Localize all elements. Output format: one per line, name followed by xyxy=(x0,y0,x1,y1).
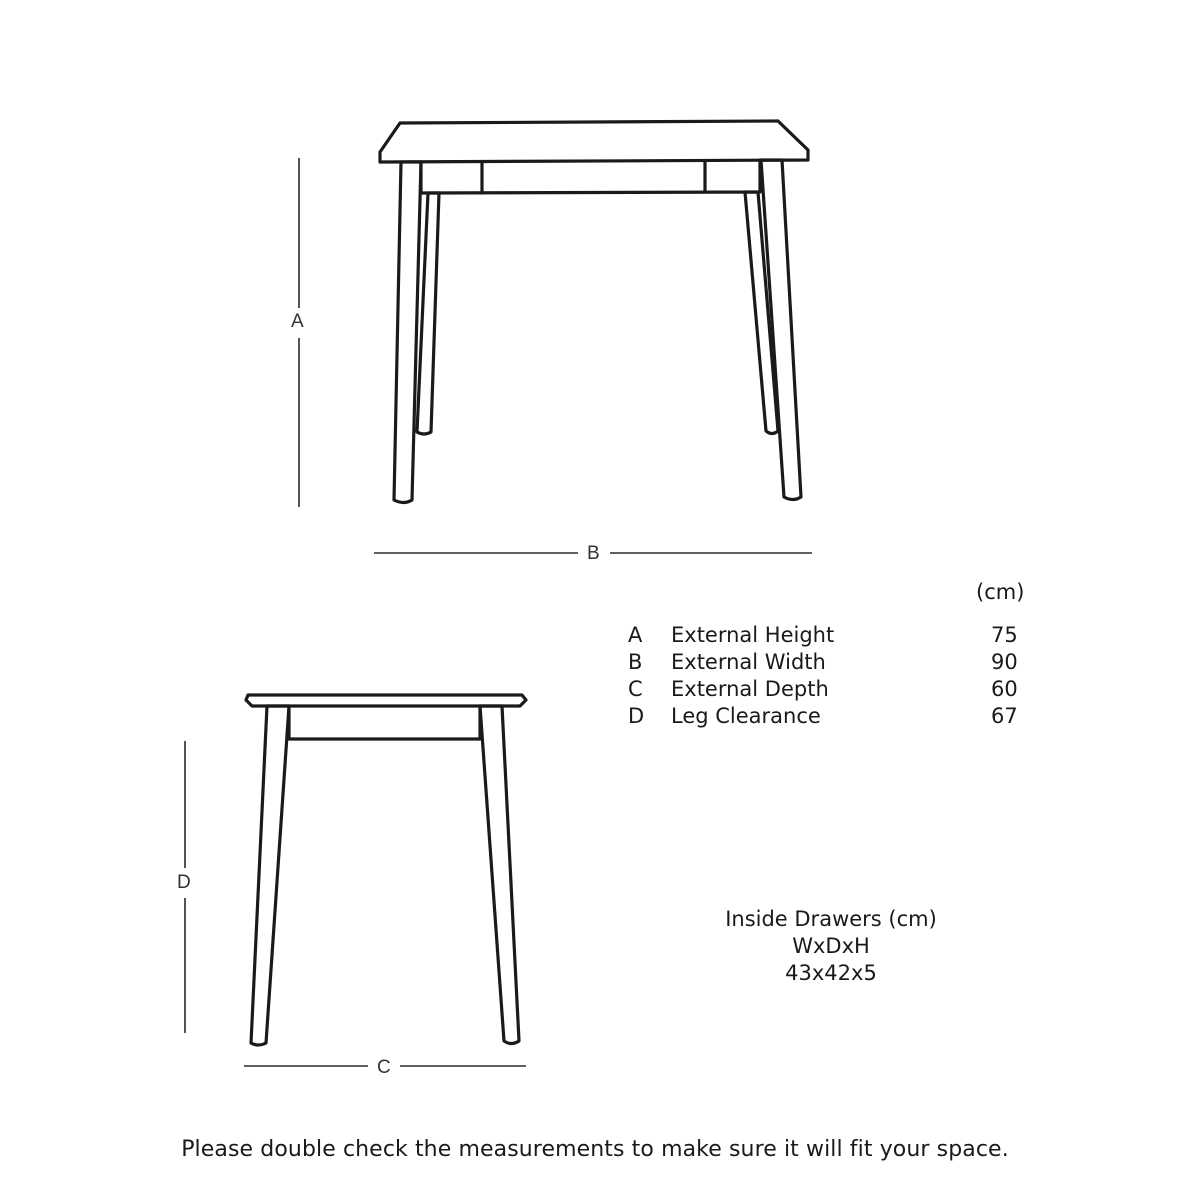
front-left-leg xyxy=(394,162,421,503)
table-front-view xyxy=(380,121,808,503)
measurement-table xyxy=(628,622,1051,730)
side-left-leg xyxy=(251,706,289,1045)
measurement-row xyxy=(628,703,1051,730)
front-tabletop xyxy=(380,121,808,162)
dimension-label-b: B xyxy=(587,543,600,564)
measurement-key: B xyxy=(628,650,643,674)
measurement-row xyxy=(628,622,1051,649)
unit-header: (cm) xyxy=(976,580,1025,604)
inside-drawers-block xyxy=(716,906,946,987)
measurement-name: External Height xyxy=(671,623,835,647)
measurement-name: Leg Clearance xyxy=(671,704,821,728)
measurement-value: 60 xyxy=(991,677,1018,701)
front-apron xyxy=(421,160,760,193)
measurement-value: 67 xyxy=(991,704,1018,728)
side-right-leg xyxy=(480,706,519,1044)
dimension-label-c: C xyxy=(377,1057,391,1078)
measurement-key: A xyxy=(628,623,643,647)
side-tabletop xyxy=(246,695,526,706)
front-right-leg xyxy=(761,160,801,500)
footer-note: Please double check the measurements to make sure it will fit your space. xyxy=(181,1137,1009,1162)
measurement-name: External Depth xyxy=(671,677,829,701)
measurement-value: 75 xyxy=(991,623,1018,647)
inside-drawers-format: WxDxH xyxy=(792,934,870,958)
measurement-name: External Width xyxy=(671,650,826,674)
measurement-row xyxy=(628,676,1051,703)
measurement-value: 90 xyxy=(991,650,1018,674)
measurement-key: D xyxy=(628,704,645,728)
measurement-row xyxy=(628,649,1051,676)
side-apron xyxy=(289,706,480,739)
dimension-label-a: A xyxy=(291,311,304,332)
table-side-view xyxy=(246,695,526,1045)
inside-drawers-title: Inside Drawers (cm) xyxy=(725,907,937,931)
back-right-leg xyxy=(745,192,778,434)
inside-drawers-value: 43x42x5 xyxy=(785,961,877,985)
measurement-key: C xyxy=(628,677,643,701)
dimension-label-d: D xyxy=(177,872,191,893)
